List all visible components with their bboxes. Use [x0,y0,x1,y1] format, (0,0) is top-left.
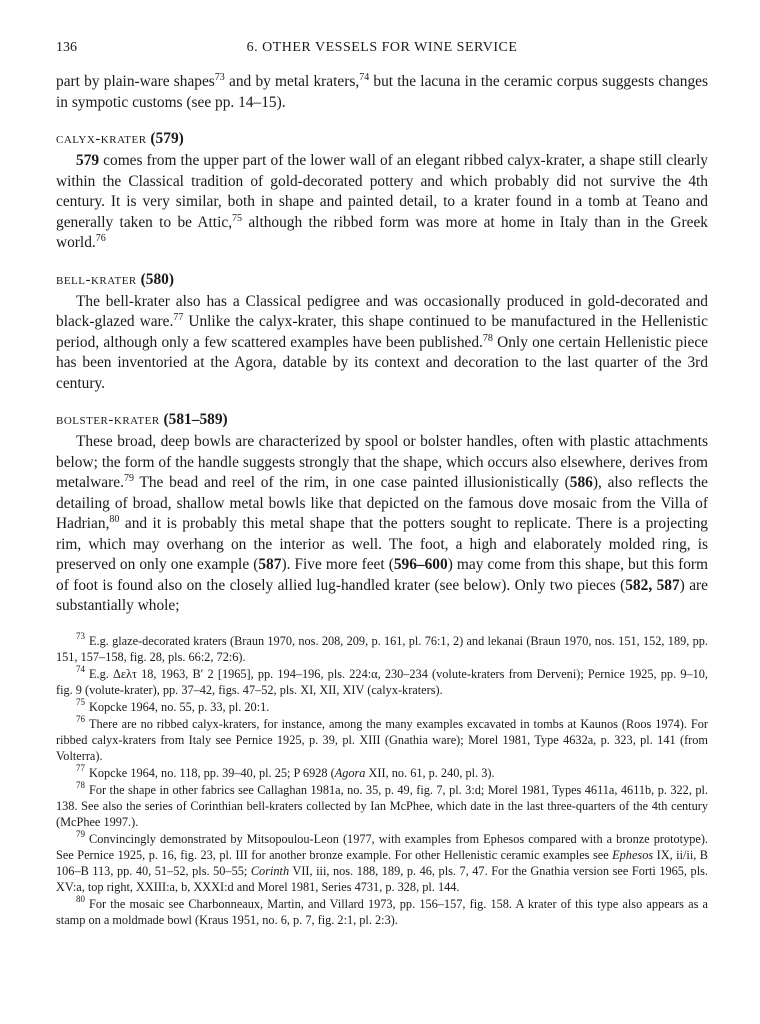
footnote-ref[interactable]: 78 [482,332,493,344]
catalog-number: 596–600 [393,556,448,573]
footnote-73: $^{73}$ E.g. glaze-decorated kraters (Braun 1970, nos. 208, 209, p. 161, pl. 76:1, 2) and lekanai (Braun 1970, nos. 151, 152, 189, pp. 151, 157–158, fig. 28, pls. 66:2, 72:6). [56,631,708,664]
calyx-krater-paragraph: 579 comes from the upper part of the lower wall of an elegant ribbed calyx-krater, a shape still clearly within the Classical tradition of gold-decorated pottery and which probably did not survive the 4th century. It is very similar, both in shape and painted detail, to a krater found in a tomb at Teano and generally taken to be Attic,$^{75}$ although the ribbed form was more at home in Italy than in the Greek world.$^{76}$ [56,152,708,251]
footnote-ref[interactable]: 76 [95,232,106,244]
footnote-ref[interactable]: 74 [359,71,370,83]
footnote-75: $^{75}$ Kopcke 1964, no. 55, p. 33, pl. 20:1. [76,697,270,714]
footnote-ref[interactable]: 73 [214,71,225,83]
footnote-74: $^{74}$ E.g. Δελτ 18, 1963, B′ 2 [1965], pp. 194–196, pls. 224:α, 230–234 (volute-kraters from Derveni); Pernice 1925, pp. 9–10, fig. 9 (volute-krater), pp. 37–42, figs. 47–52, pls. XI, XII, XIV (calyx-kraters). [56,664,708,697]
footnote-79: $^{79}$ Convincingly demonstrated by Mitsopoulou-Leon (1977, with examples from Ephesos compared with a bronze prototype). See Pernice 1925, p. 16, fig. 23, pl. III for another bronze example. For other Hellenistic ceramic examples see Ephesos IX, ii/ii, B 106–B 113, pp. 40, 51–52, pls. 50–55; Corinth VII, iii, nos. 188, 189, p. 46, pls. 7, 47. For the Gnathia version see Forti 1965, pls. XV:a, top right, XXIII:a, b, XXXI:d and Morel 1981, Series 4731, p. 328, pl. 144. [56,829,708,894]
footnote-ref[interactable]: 80 [109,513,120,525]
footnote-76: $^{76}$ There are no ribbed calyx-kraters, for instance, among the many examples excavated in tombs at Kaunos (Roos 1974). For ribbed calyx-kraters from Italy see Pernice 1925, p. 39, pl. XIII (Gnathia ware); Morel 1981, Type 4632a, p. 323, pl. 141 (from Volterra). [56,714,708,763]
catalog-number: 586 [569,474,593,491]
section-heading-bolster-krater: bolster-krater (581–589) [56,411,228,428]
intro-paragraph: part by plain-ware shapes$^{73}$ and by metal kraters,$^{74}$ but the lacuna in the ceramic corpus suggests changes in sympotic customs (see pp. 14–15). [56,71,708,111]
running-head [56,40,708,62]
page [56,40,708,929]
footnotes [56,633,708,928]
footnote-77: $^{77}$ Kopcke 1964, no. 118, pp. 39–40, pl. 25; P 6928 (Agora XII, no. 61, p. 240, pl. 3). [76,763,495,780]
footnote-80: $^{80}$ For the mosaic see Charbonneaux, Martin, and Villard 1973, pp. 156–157, fig. 158. A krater of this type also appears as a stamp on a moldmade bowl (Kraus 1951, no. 6, p. 7, fig. 2:1, pl. 2:3). [56,894,708,927]
footnote-ref[interactable]: 75 [232,212,243,224]
page-number: 136 [56,40,77,55]
catalog-number: 579 [76,152,100,169]
footnote-ref[interactable]: 79 [123,472,134,484]
bolster-krater-paragraph: These broad, deep bowls are characterized by spool or bolster handles, often with plastic attachments below; the form of the handle suggests strongly that the shape, which occurs also elsewhere, derives from metalware.$^{79}$ The bead and reel of the rim, in one case painted illusionistically (586), also reflects the detailing of broad, shallow metal bowls like that depicted on the famous dove mosaic from the Villa of Hadrian,$^{80}$ and it is probably this metal shape that the potters sought to replicate. There is a projecting rim, which may overhang on the interior as well. The foot, a high and elaborately molded ring, is preserved on only one example (587). Five more feet (596–600) may come from this shape, but this form of foot is found also on the closely allied lug-handled krater (see below). Only two pieces (582, 587) are substantially whole; [56,433,708,614]
catalog-number: 587 [258,556,282,573]
bell-krater-paragraph: The bell-krater also has a Classical pedigree and was occasionally produced in gold-decorated and black-glazed ware.$^{77}$ Unlike the calyx-krater, this shape continued to be manufactured in the Hellenistic period, although only a few scattered examples have been published.$^{78}$ Only one certain Hellenistic piece has been inventoried at the Agora, datable by its context and decoration to the last quarter of the 3rd century. [56,292,708,392]
footnote-ref[interactable]: 77 [173,311,184,323]
section-heading-bell-krater: bell-krater (580) [56,270,174,288]
footnote-78: $^{78}$ For the shape in other fabrics see Callaghan 1981a, no. 35, p. 49, fig. 7, pl. 3:d; Morel 1981, Types 4611a, 4611b, p. 322, pl. 138. See also the series of Corinthian bell-kraters collected by Ian McPhee, which date in the last three-quarters of the 4th century (McPhee 1997.). [56,780,708,829]
section-heading-calyx-krater: calyx-krater (579) [56,130,184,147]
catalog-number: 582, 587 [625,576,680,594]
running-title: 6. OTHER VESSELS FOR WINE SERVICE [246,40,518,55]
